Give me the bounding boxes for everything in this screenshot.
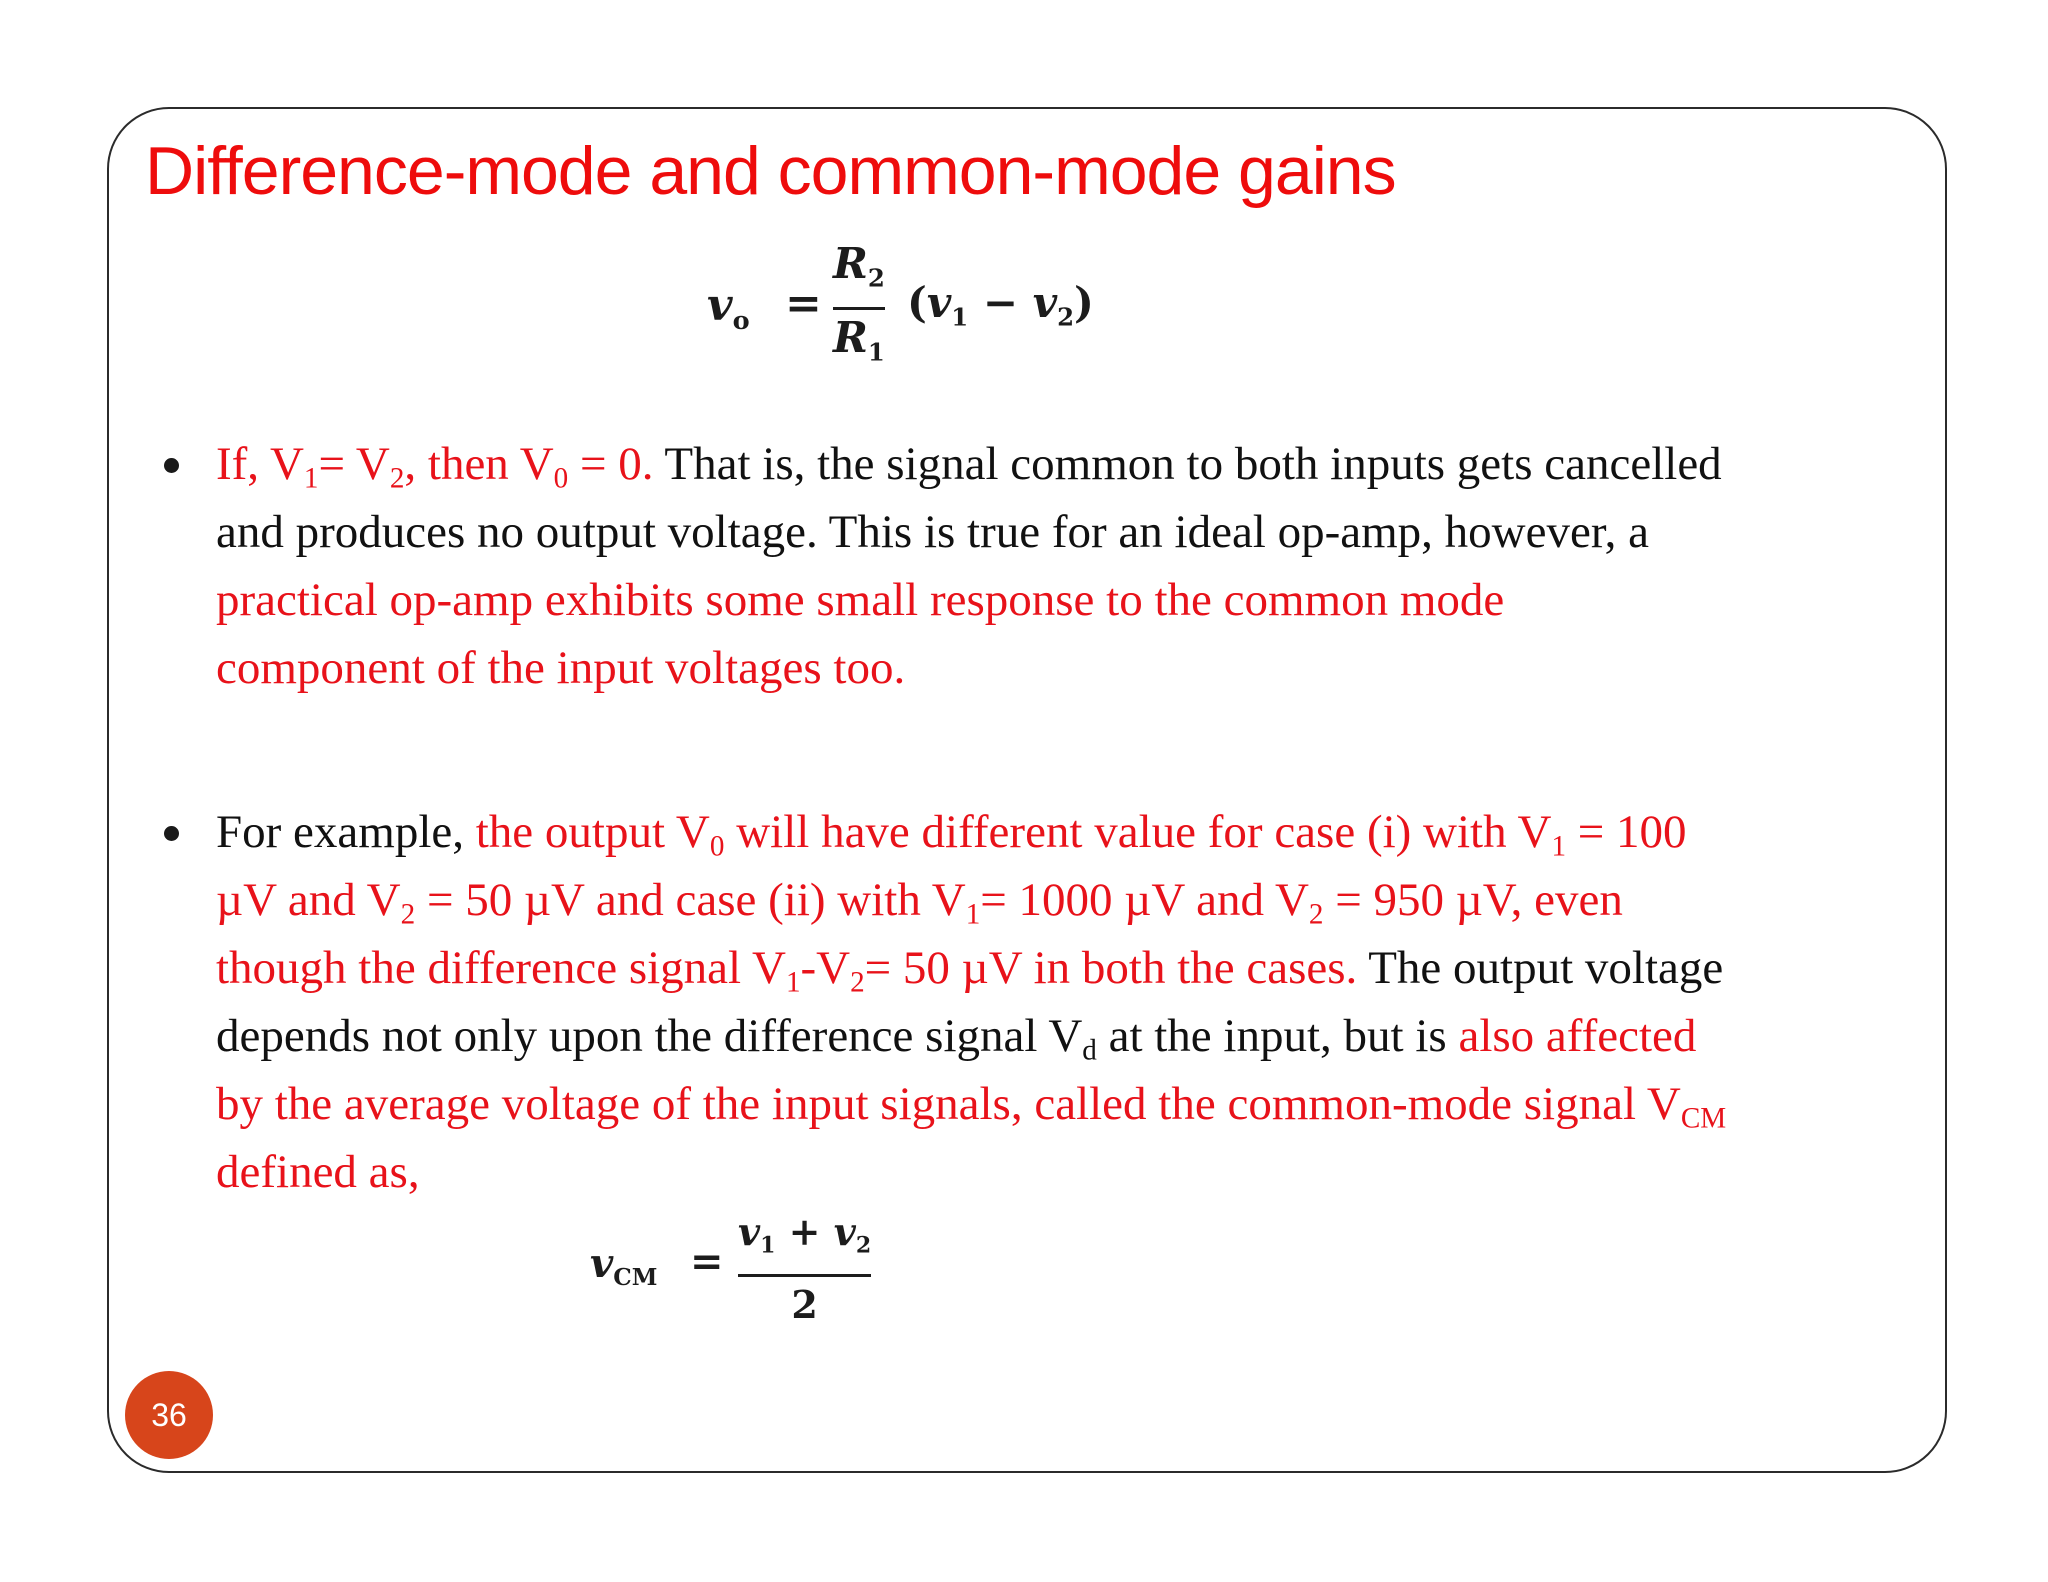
bullet-1-line-4: component of the input voltages too. [216,642,906,694]
bullet-2-line-3: though the difference signal $V_1-V_2= 50$ µV in both the cases. The output voltage [216,942,1724,999]
eq1-numerator: $R_2$ [833,239,885,293]
eq1-lhs: $v_o$ [707,280,750,336]
eq1-equals: = [785,278,822,329]
bullet-1-dot [164,458,179,473]
bullet-1-text [216,430,1886,702]
eq1-fraction [833,240,885,376]
bullet-1-line-1: If, $V_1= V_2$, then $V_0 = 0$. That is, the signal common to both inputs gets cancelled [216,438,1722,495]
bullet-2-line-5: by the average voltage of the input signals, called the common-mode signal $V_{CM}$ [216,1078,1727,1135]
eq1-difference: $(v_1 - v_2)$ [907,278,1094,332]
eq2-fraction [738,1208,871,1329]
bullet-2-text [216,798,1886,1206]
bullet-2-dot [164,826,179,841]
bullet-2-line-2: µV and $V_2 = 50$ µV and case (ii) with $V_1= 1000$ µV and $V_2 = 950$ µV, even [216,874,1623,931]
eq1-denominator: $R_1$ [833,312,885,367]
bullet-2-line-4: depends not only upon the difference signal $V_d$ at the input, but is also affected [216,1010,1697,1067]
bullet-1-line-3: practical op-amp exhibits some small response to the common mode [216,574,1505,626]
eq2-equals: = [690,1238,724,1285]
equation-output-voltage [707,240,1127,370]
equation-common-mode [590,1208,910,1327]
bullet-2-line-6: defined as, [216,1146,420,1198]
eq1-fraction-bar [833,307,885,310]
eq2-lhs: $v_{CM}$ [590,1240,658,1292]
slide-title: Difference-mode and common-mode gains [145,133,1396,209]
bullet-2-line-1: For example, the output $V_0$ will have different value for case (i) with $V_1 = 100$ [216,806,1687,863]
eq2-numerator: $v_1 + v_2$ [738,1209,872,1259]
eq2-fraction-bar [738,1274,871,1277]
bullet-1-line-2: and produces no output voltage. This is true for an ideal op-amp, however, a [216,506,1649,558]
page-number-badge: 36 [125,1371,213,1459]
eq2-denominator: 2 [791,1281,818,1327]
